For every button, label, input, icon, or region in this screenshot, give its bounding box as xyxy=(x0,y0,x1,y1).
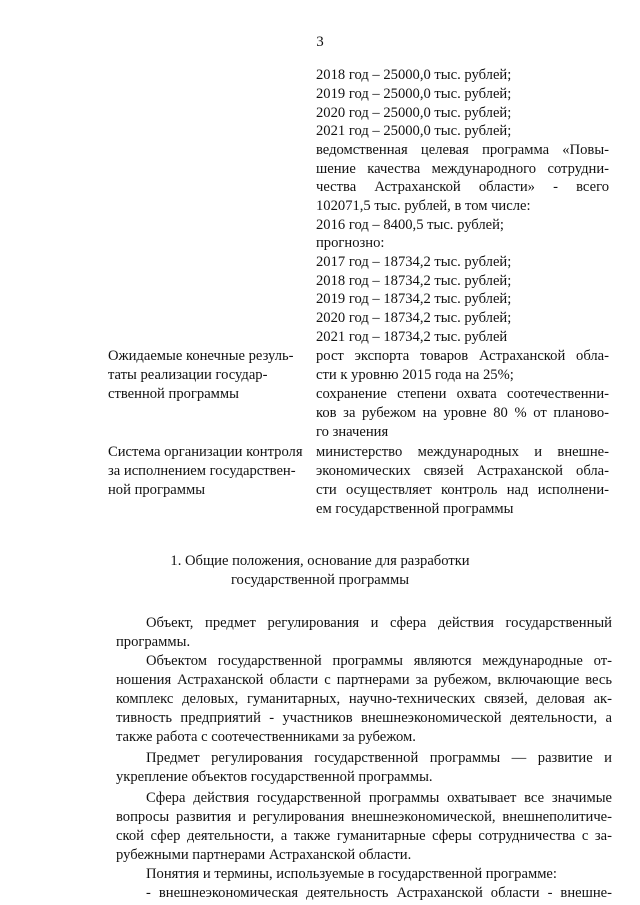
control-label-line: ной программы xyxy=(108,482,206,498)
results-value-line: рост экспорта товаров Астраханской обла- xyxy=(316,348,609,364)
funding-line: 2020 год – 25000,0 тыс. рублей; xyxy=(316,105,512,121)
funding-line: 2019 год – 18734,2 тыс. рублей; xyxy=(316,291,512,307)
paragraph-line: Объект, предмет регулирования и сфера действия государственный xyxy=(146,615,612,631)
control-value-line: сти осуществляет контроль над исполнени- xyxy=(316,482,609,498)
control-label-line: Система организации контроля xyxy=(108,444,303,460)
control-label-line: за исполнением государствен- xyxy=(108,463,296,479)
funding-line: 2016 год – 8400,5 тыс. рублей; xyxy=(316,217,504,233)
funding-line: шение качества международного сотрудни- xyxy=(316,161,609,177)
paragraph-line: Понятия и термины, используемые в государственной программе: xyxy=(146,866,557,882)
control-value-line: экономических связей Астраханской обла- xyxy=(316,463,609,479)
funding-line: 2018 год – 18734,2 тыс. рублей; xyxy=(316,273,512,289)
results-value-line: сти к уровню 2015 года на 25%; xyxy=(316,367,514,383)
funding-line: 2018 год – 25000,0 тыс. рублей; xyxy=(316,67,512,83)
funding-line: 2021 год – 18734,2 тыс. рублей xyxy=(316,329,508,345)
paragraph-line: укрепление объектов государственной программы. xyxy=(116,769,433,785)
funding-line: 2020 год – 18734,2 тыс. рублей; xyxy=(316,310,512,326)
paragraph-line: программы. xyxy=(116,634,191,650)
paragraph-line: Объектом государственной программы являются международные от- xyxy=(146,653,612,669)
control-value-line: ем государственной программы xyxy=(316,501,514,517)
paragraph-line: рубежными партнерами Астраханской области. xyxy=(116,847,412,863)
paragraph-line: Предмет регулирования государственной программы — развитие и xyxy=(146,750,612,766)
paragraph-line: также работа с соотечественниками за рубежом. xyxy=(116,729,416,745)
results-label-line: Ожидаемые конечные резуль- xyxy=(108,348,294,364)
paragraph-line: ской сфер деятельности, а также гуманитарные сферы сотрудничества с за- xyxy=(116,828,612,844)
results-value-line: го значения xyxy=(316,424,389,440)
funding-line: чества Астраханской области» - всего xyxy=(316,179,609,195)
funding-line: прогнозно: xyxy=(316,235,385,251)
paragraph-line: - внешнеэкономическая деятельность Астраханской области - внешне- xyxy=(146,885,612,901)
results-value-line: сохранение степени охвата соотечественни- xyxy=(316,386,609,402)
funding-line: 102071,5 тыс. рублей, в том числе: xyxy=(316,198,531,214)
funding-line: 2019 год – 25000,0 тыс. рублей; xyxy=(316,86,512,102)
page-number: 3 xyxy=(316,34,324,50)
results-value-line: ков за рубежом на уровне 80 % от планово- xyxy=(316,405,609,421)
paragraph-line: Сфера действия государственной программы охватывает все значимые xyxy=(146,790,612,806)
section-heading: государственной программы xyxy=(230,572,410,588)
paragraph-line: вопросы развития и регулирования внешнеэкономической, внешнеполитиче- xyxy=(116,809,612,825)
funding-line: 2017 год – 18734,2 тыс. рублей; xyxy=(316,254,512,270)
control-value-line: министерство международных и внешне- xyxy=(316,444,609,460)
results-label-line: ственной программы xyxy=(108,386,239,402)
paragraph-line: ношения Астраханской области с партнерами за рубежом, включающие весь xyxy=(116,672,612,688)
section-heading: 1. Общие положения, основание для разработки xyxy=(170,553,470,569)
funding-line: 2021 год – 25000,0 тыс. рублей; xyxy=(316,123,512,139)
paragraph-line: тивность предприятий - участников внешнеэкономической деятельности, а xyxy=(116,710,612,726)
paragraph-line: комплекс деловых, гуманитарных, научно-технических связей, деловая ак- xyxy=(116,691,612,707)
funding-line: ведомственная целевая программа «Повы- xyxy=(316,142,609,158)
results-label-line: таты реализации государ- xyxy=(108,367,268,383)
